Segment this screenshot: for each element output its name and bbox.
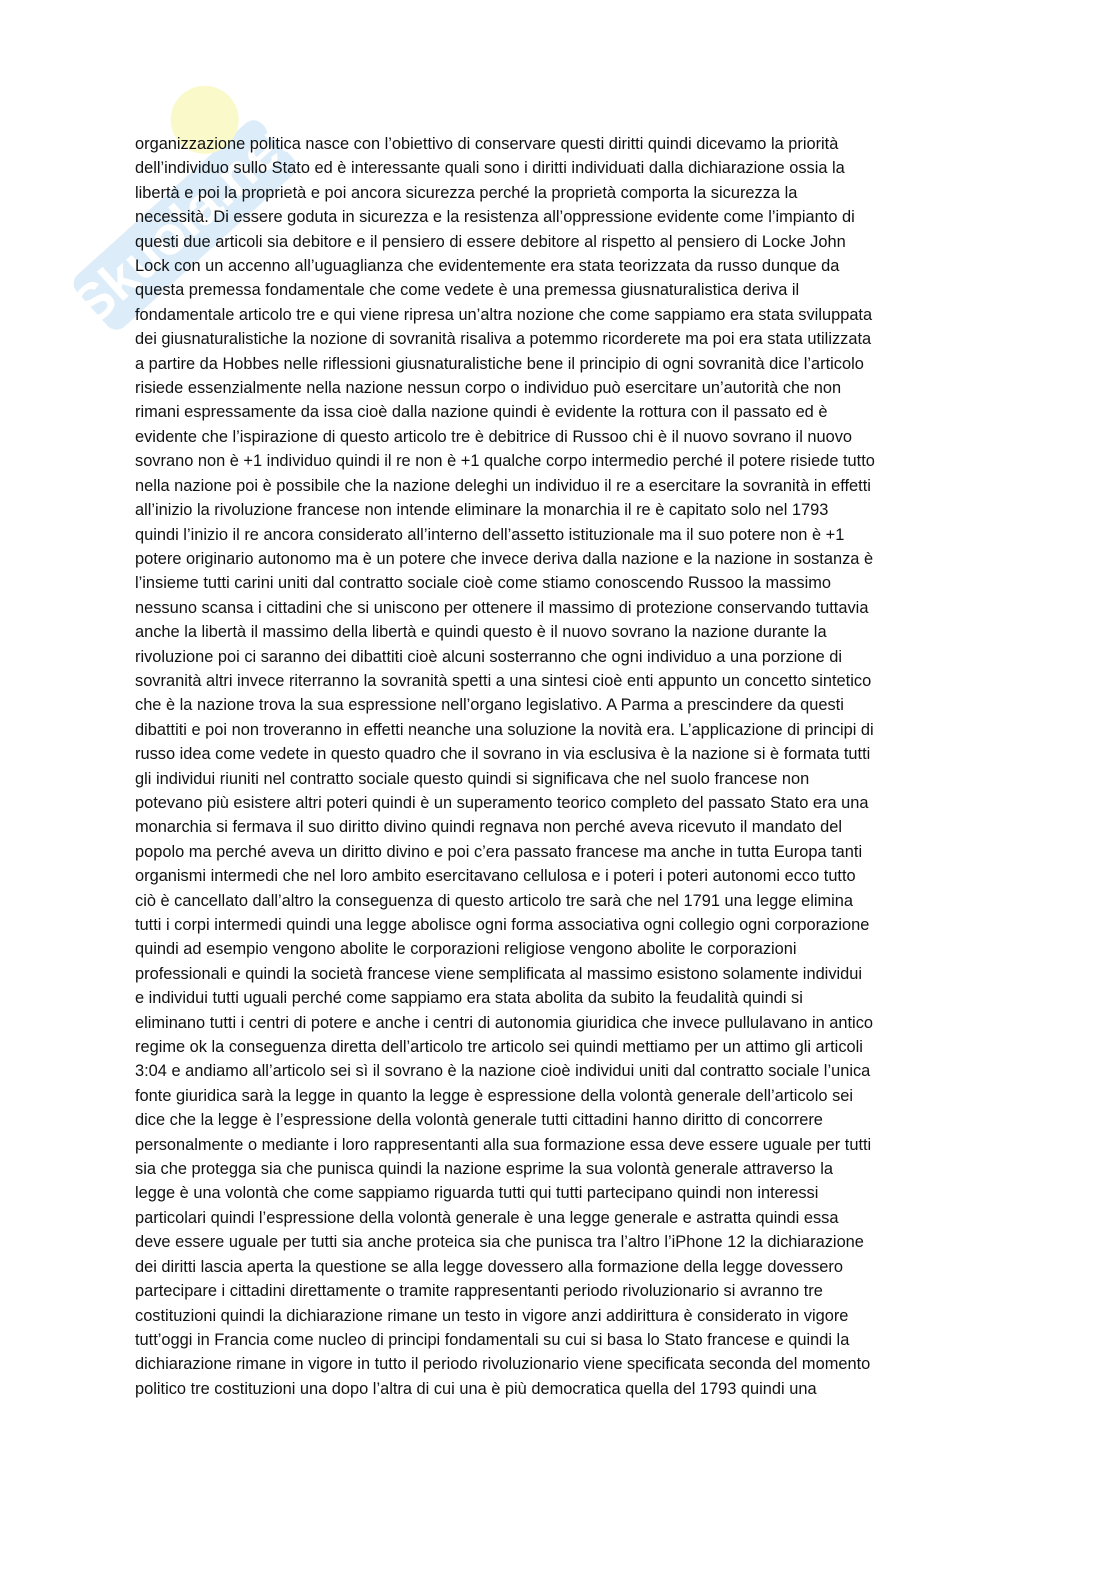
text-line: costituzioni quindi la dichiarazione rimane un testo in vigore anzi addirittura è considerato in vigore — [135, 1306, 849, 1325]
text-line: evidente che l’ispirazione di questo articolo tre è debitrice di Russoo chi è il nuovo sovrano il nuovo — [135, 427, 853, 446]
text-line: all’inizio la rivoluzione francese non intende eliminare la monarchia il re è capitato solo nel 1793 — [135, 501, 829, 520]
text-line: professionali e quindi la società francese viene semplificata al massimo esistono solamente individui — [135, 964, 863, 983]
text-line: quindi ad esempio vengono abolite le corporazioni religiose vengono abolite le corporazioni — [135, 940, 797, 959]
text-line: questa premessa fondamentale che come vedete è una premessa giusnaturalistica deriva il — [135, 281, 800, 300]
text-line: risiede essenzialmente nella nazione nessun corpo o individuo può esercitare un’autorità che non — [135, 379, 842, 398]
text-line: dei diritti lascia aperta la questione se alla legge dovessero alla formazione della legge dovessero — [135, 1257, 843, 1276]
text-line: potevano più esistere altri poteri quindi è un superamento teorico completo del passato Stato era una — [135, 793, 869, 812]
text-line: fonte giuridica sarà la legge in quanto la legge è espressione della volontà generale dell’articolo sei — [135, 1086, 854, 1105]
text-line: nessuno scansa i cittadini che si uniscono per ottenere il massimo di protezione conservando tuttavia — [135, 598, 869, 617]
text-line: anche la libertà il massimo della libertà e quindi questo è il nuovo sovrano la nazione durante la — [135, 623, 827, 642]
text-line: russo idea come vedete in questo quadro che il sovrano in via esclusiva è la nazione si è formata tutti — [135, 745, 871, 764]
text-line: dibattiti e poi non troveranno in effetti neanche una soluzione la novità era. L’applicazione di principi di — [135, 720, 874, 739]
text-line: sia che protegga sia che punisca quindi la nazione esprime la sua volontà generale attraverso la — [135, 1160, 833, 1179]
text-line: legge è una volontà che come sappiamo riguarda tutti qui tutti partecipano quindi non interessi — [135, 1184, 819, 1203]
text-line: che è la nazione trova la sua espressione nell’organo legislativo. A Parma a prescindere da questi — [135, 696, 844, 715]
text-line: sovranità altri invece riterranno la sovranità spetti a una sintesi cioè enti appunto un concetto sintetico — [135, 671, 872, 690]
text-line: regime ok la conseguenza diretta dell’articolo tre articolo sei quindi mettiamo per un attimo gli articoli — [135, 1038, 863, 1057]
text-line: dice che la legge è l’espressione della volontà generale tutti cittadini hanno diritto di concorrere — [135, 1111, 823, 1130]
text-line: Lock con un accenno all’uguaglianza che evidentemente era stata teorizzata da russo dunque da — [135, 257, 840, 276]
text-line: partecipare i cittadini direttamente o tramite rappresentanti periodo rivoluzionario si avranno tre — [135, 1282, 823, 1301]
text-line: tutti i corpi intermedi quindi una legge abolisce ogni forma associativa ogni collegio ogni corporazione — [135, 916, 870, 934]
text-line: personalmente o mediante i loro rappresentanti alla sua formazione essa deve essere uguale per tutti — [135, 1135, 872, 1154]
watermark-text: Skuola.net — [61, 109, 305, 337]
text-line: popolo ma perché aveva un diritto divino e poi c’era passato francese ma anche in tutta Europa tanti — [135, 842, 863, 861]
text-line: organismi intermedi che nel loro ambito esercitavano cellulosa e i poteri i poteri autonomi ecco tutto — [135, 867, 856, 886]
text-line: rimani espressamente da issa cioè dalla nazione quindi è evidente la rottura con il passato ed è — [135, 403, 828, 422]
text-line: nella nazione poi è possibile che la nazione deleghi un individuo il re a esercitare la sovranità in effetti — [135, 476, 871, 495]
text-line: politico tre costituzioni una dopo l’altra di cui una è più democratica quella del 1793 quindi una — [135, 1379, 817, 1398]
text-line: 3:04 e andiamo all’articolo sei sì il sovrano è la nazione cioè individui uniti dal contratto sociale l’unica — [135, 1062, 871, 1081]
text-line: libertà e poi la proprietà e poi ancora sicurezza perché la proprietà comporta la sicurezza la — [135, 183, 798, 202]
text-line: organizzazione politica nasce con l’obiettivo di conservare questi diritti quindi dicevamo la priorità — [135, 135, 839, 153]
text-line: questi due articoli sia debitore e il pensiero di essere debitore al rispetto al pensiero di Locke John — [135, 232, 846, 251]
text-line: dei giusnaturalistiche la nozione di sovranità risaliva a potemmo ricorderete ma poi era stata utilizzata — [135, 330, 872, 349]
document-body — [135, 132, 985, 1401]
text-line: particolari quindi l’espressione della volontà generale è una legge generale e astratta quindi essa — [135, 1208, 839, 1227]
text-line: fondamentale articolo tre e qui viene ripresa un’altra nozione che come sappiamo era stata sviluppata — [135, 305, 873, 324]
text-line: tutt’oggi in Francia come nucleo di principi fondamentali su cui si basa lo Stato francese e quindi la — [135, 1330, 850, 1349]
text-line: deve essere uguale per tutti sia anche proteica sia che punisca tra l’altro l’iPhone 12 la dichiarazione — [135, 1233, 864, 1252]
text-line: eliminano tutti i centri di potere e anche i centri di autonomia giuridica che invece pullulavano in antico — [135, 1013, 874, 1032]
text-line: monarchia si fermava il suo diritto divino quindi regnava non perché aveva ricevuto il mandato del — [135, 818, 843, 837]
text-line: dell’individuo sullo Stato ed è interessante quali sono i diritti individuati dalla dichiarazione ossia la — [135, 159, 845, 178]
text-line: quindi l’inizio il re ancora considerato all’interno dell’assetto istituzionale ma il suo potere non è +1 — [135, 525, 845, 544]
text-line: gli individui riuniti nel contratto sociale questo quindi si significava che nel suolo francese non — [135, 769, 810, 788]
text-line: e individui tutti uguali perché come sappiamo era stata abolita da subito la feudalità quindi si — [135, 989, 803, 1008]
text-line: potere originario autonomo ma è un potere che invece deriva dalla nazione e la nazione in sostanza è — [135, 549, 874, 568]
text-line: rivoluzione poi ci saranno dei dibattiti cioè alcuni sosterranno che ogni individuo a una porzione di — [135, 647, 843, 666]
text-line: dichiarazione rimane in vigore in tutto il periodo rivoluzionario viene specificata seconda del momento — [135, 1355, 871, 1374]
text-line: sovrano non è +1 individuo quindi il re non è +1 qualche corpo intermedio perché il potere risiede tutto — [135, 452, 875, 471]
text-line: ciò è cancellato dall’altro la conseguenza di questo articolo tre sarà che nel 1791 una legge elimina — [135, 891, 854, 910]
text-line: l’insieme tutti carini uniti dal contratto sociale cioè come stiamo conoscendo Russoo la massimo — [135, 574, 832, 593]
text-line: a partire da Hobbes nelle riflessioni giusnaturalistiche bene il principio di ogni sovranità dice l’articolo — [135, 354, 864, 373]
text-line: necessità. Di essere goduta in sicurezza e la resistenza all’oppressione evidente come l’impianto di — [135, 208, 855, 227]
